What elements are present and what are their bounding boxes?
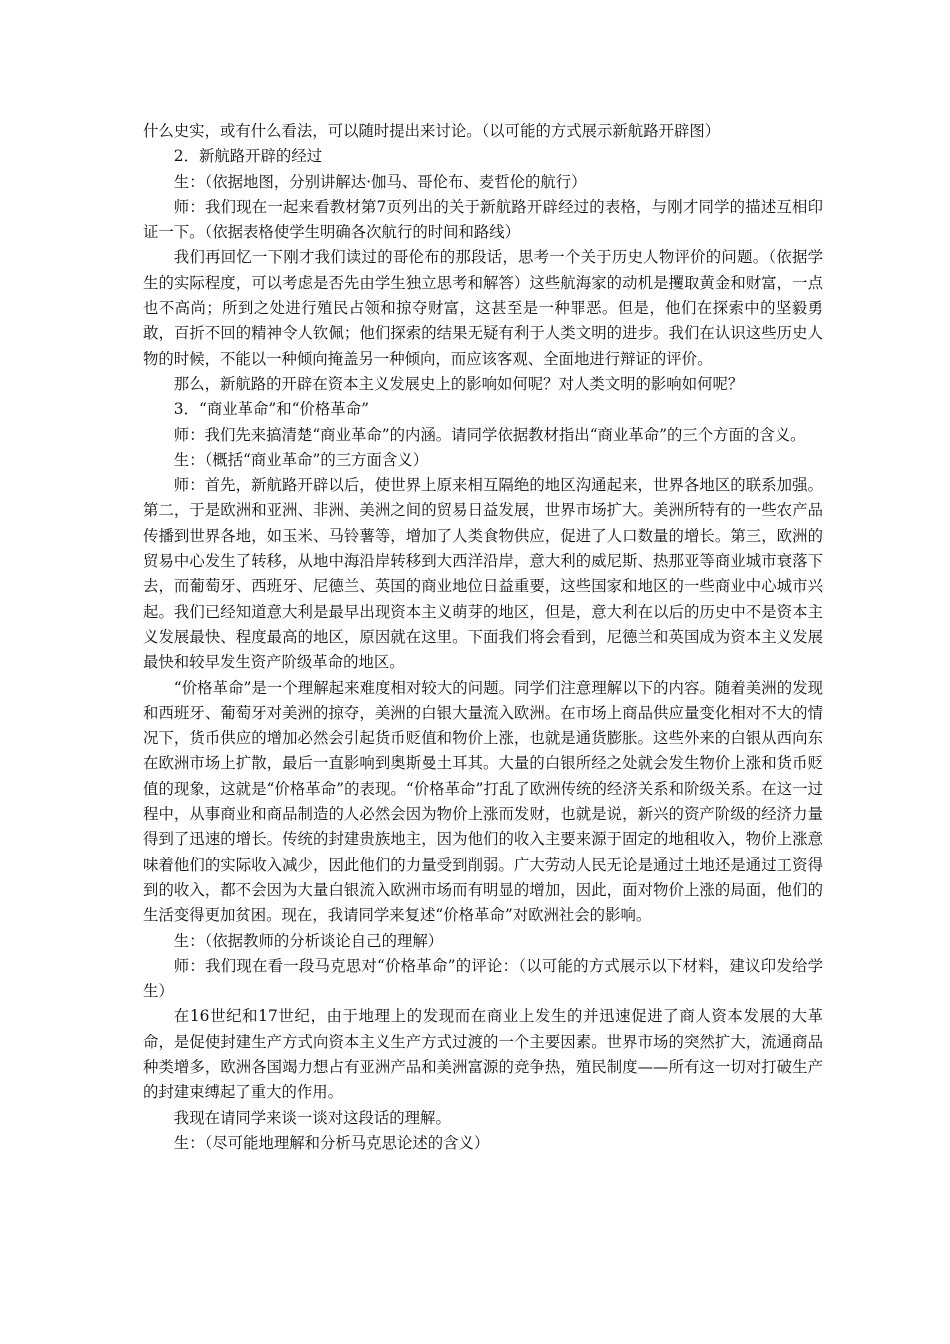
paragraph: 师：我们现在一起来看教材第7页列出的关于新航路开辟经过的表格，与刚才同学的描述互相印证一下。（依据表格使学生明确各次航行的时间和路线）	[143, 197, 823, 242]
paragraph: 什么史实，或有什么看法，可以随时提出来讨论。（以可能的方式展示新航路开辟图）	[143, 122, 721, 140]
paragraph: 我们再回忆一下刚才我们读过的哥伦布的那段话，思考一个关于历史人物评价的问题。（依据学生的实际程度，可以考虑是否先由学生独立思考和解答）这些航海家的动机是攫取黄金和财富，一点也不高尚；所到之处进行殖民占领和掠夺财富，这甚至是一种罪恶。但是，他们在探索中的坚毅勇敢，百折不回的精神令人钦佩；他们探索的结果无疑有利于人类文明的进步。我们在认识这些历史人物的时候，不能以一种倾向掩盖另一种倾向，而应该客观、全面地进行辩证的评价。	[143, 248, 823, 368]
paragraph: 师：我们先来搞清楚“商业革命”的内涵。请同学依据教材指出“商业革命”的三个方面的含义。	[173, 425, 806, 444]
paragraph: 2．新航路开辟的经过	[173, 147, 323, 166]
paragraph: 师：首先，新航路开辟以后，使世界上原来相互隔绝的地区沟通起来，世界各地区的联系加强。第二，于是欧洲和亚洲、非洲、美洲之间的贸易日益发展，世界市场扩大。美洲所特有的一些农产品传播到世界各地，如玉米、马铃薯等，增加了人类食物供应，促进了人口数量的增长。第三，欧洲的贸易中心发生了转移，从地中海沿岸转移到大西洋沿岸，意大利的威尼斯、热那亚等商业城市衰落下去，而葡萄牙、西班牙、尼德兰、英国的商业地位日益重要，这些国家和地区的一些商业中心城市兴起。我们已经知道意大利是最早出现资本主义萌芽的地区，但是，意大利在以后的历史中不是资本主义发展最快、程度最高的地区，原因就在这里。下面我们将会看到，尼德兰和英国成为资本主义发展最快和较早发生资产阶级革命的地区。	[143, 476, 823, 672]
paragraph: 师：我们现在看一段马克思对“价格革命”的评论：（以可能的方式展示以下材料，建议印发给学生）	[143, 956, 823, 1001]
paragraph: 那么，新航路的开辟在资本主义发展史上的影响如何呢？对人类文明的影响如何呢？	[173, 374, 744, 393]
paragraph: 生：（尽可能地理解和分析马克思论述的含义）	[173, 1133, 490, 1152]
paragraph: 生：（概括“商业革命”的三方面含义）	[173, 450, 429, 469]
paragraph: “价格革命”是一个理解起来难度相对较大的问题。同学们注意理解以下的内容。随着美洲的发现和西班牙、葡萄牙对美洲的掠夺，美洲的白银大量流入欧洲。在市场上商品供应量变化相对不大的情况下，货币供应的增加必然会引起货币贬值和物价上涨，也就是通货膨胀。这些外来的白银从西向东在欧洲市场上扩散，最后一直影响到奥斯曼土耳其。大量的白银所经之处就会发生物价上涨和货币贬值的现象，这就是“价格革命”的表现。“价格革命”打乱了欧洲传统的经济关系和阶级关系。在这一过程中，从事商业和商品制造的人必然会因为物价上涨而发财，也就是说，新兴的资产阶级的经济力量得到了迅速的增长。传统的封建贵族地主，因为他们的收入主要来源于固定的地租收入，物价上涨意味着他们的实际收入减少，因此他们的力量受到削弱。广大劳动人民无论是通过土地还是通过工资得到的收入，都不会因为大量白银流入欧洲市场而有明显的增加，因此，面对物价上涨的局面，他们的生活变得更加贫困。现在，我请同学来复述“价格革命”对欧洲社会的影响。	[143, 678, 823, 925]
paragraph: 生：（依据教师的分析谈论自己的理解）	[173, 931, 444, 950]
paragraph: 生：（依据地图，分别讲解达·伽马、哥伦布、麦哲伦的航行）	[173, 172, 587, 191]
body-text	[143, 119, 823, 1156]
paragraph: 在16世纪和17世纪，由于地理上的发现而在商业上发生的并迅速促进了商人资本发展的大革命，是促使封建生产方式向资本主义生产方式过渡的一个主要因素。世界市场的突然扩大，流通商品种类增多，欧洲各国竭力想占有亚洲产品和美洲富源的竞争热，殖民制度——所有这一切对打破生产的封建束缚起了重大的作用。	[143, 1007, 823, 1102]
paragraph: 我现在请同学来谈一谈对这段话的理解。	[173, 1108, 451, 1127]
paragraph: 3．“商业革命”和“价格革命”	[173, 400, 369, 419]
